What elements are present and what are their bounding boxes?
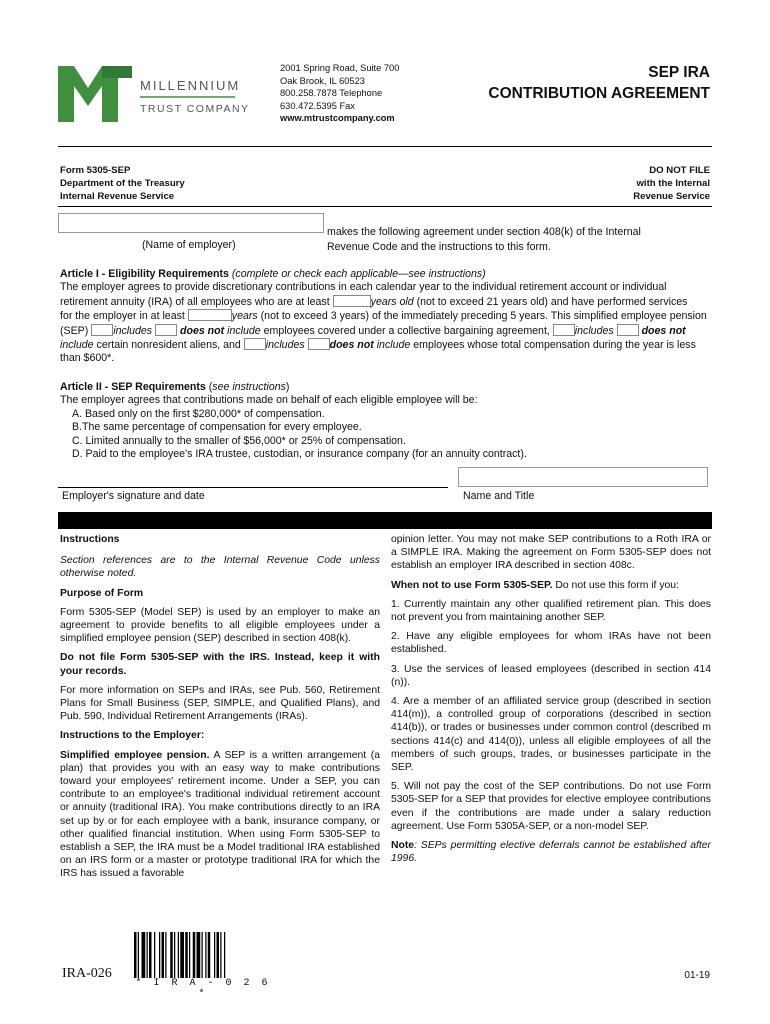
article-1-text: certain nonresident aliens, and xyxy=(96,339,241,352)
do-not-file-line: Revenue Service xyxy=(633,191,710,202)
instructions-heading: Instructions xyxy=(60,534,120,545)
article-1-text: The employer agrees to provide discretionary contributions in each calendar year to the individual retirement account or individual xyxy=(60,281,667,294)
form-identifier xyxy=(60,164,185,203)
instructions-right-column xyxy=(391,533,711,871)
instructions-note: Section references are to the Internal Revenue Code unless otherwise noted. xyxy=(60,555,380,580)
employer-name-label: (Name of employer) xyxy=(142,239,236,251)
article-1-text: retirement annuity (IRA) of all employees who are at least xyxy=(60,295,330,308)
condition-item: 1. Currently maintain any other qualified retirement plan. This does not prevent you from maintaining another SEP. xyxy=(391,598,711,624)
agreement-line: Revenue Code and the instructions to this form. xyxy=(327,240,551,253)
article-2-item: D. Paid to the employee's IRA trustee, custodian, or insurance company (for an annuity contract). xyxy=(72,448,527,461)
article-2-note: see instructions xyxy=(212,381,286,393)
department: Department of the Treasury xyxy=(60,178,185,189)
union-includes-checkbox[interactable] xyxy=(91,324,113,336)
fax: 630.472.5395 Fax xyxy=(280,100,355,111)
article-2-item: B.The same percentage of compensation for every employee. xyxy=(72,421,362,434)
age-label: years old xyxy=(370,295,414,308)
condition-item: 5. Will not pay the cost of the SEP contributions. Do not use Form 5305-SEP for a SEP that provides for elective employee contributions even if the contributions are made under a salary reduction agreement. Use Form 5305A-SEP, or a non-model SEP. xyxy=(391,781,711,832)
includes-label: includes xyxy=(574,324,614,337)
title-line1: SEP IRA xyxy=(648,64,710,81)
employer-instructions-heading: Instructions to the Employer: xyxy=(60,730,205,742)
article-1-text: than $600*. xyxy=(60,352,115,365)
article-2-item: A. Based only on the first $280,000* of compensation. xyxy=(72,407,325,420)
min-age-field[interactable] xyxy=(333,295,371,307)
does-not-label: does not xyxy=(329,339,374,352)
signature-label: Employer's signature and date xyxy=(62,490,205,502)
include-label: include xyxy=(376,339,411,352)
condition-item: 4. Are a member of an affiliated service group (described in section 414(m)), a controlled group of corporations (described in section 414(b)), or trades or businesses under common control (described m sections 414(c) and 414(0)), unless all eligible employees of all the members of such groups, trades, or businesses participate in the SEP. xyxy=(391,696,711,774)
logo-name-line2: TRUST COMPANY xyxy=(140,103,250,115)
website-link[interactable]: www.mtrustcompany.com xyxy=(280,113,395,124)
instructions-left-column xyxy=(60,533,380,887)
article-2-intro: The employer agrees that contributions made on behalf of each eligible employee will be: xyxy=(60,394,478,407)
title-line2: CONTRIBUTION AGREEMENT xyxy=(488,85,710,102)
note-label: Note xyxy=(391,840,415,852)
paren: ) xyxy=(285,381,290,393)
include-label: include xyxy=(60,339,94,352)
do-not-file-notice xyxy=(633,164,710,203)
article-2-item: C. Limited annually to the smaller of $56,000* or 25% of compensation. xyxy=(72,434,406,447)
condition-item: 3. Use the services of leased employees (described in section 414 (n)). xyxy=(391,663,711,688)
agreement-line: makes the following agreement under section 408(k) of the Internal xyxy=(327,226,641,238)
aliens-does-not-include-checkbox[interactable] xyxy=(617,324,639,336)
revision-date: 01-19 xyxy=(684,970,710,981)
name-title-label: Name and Title xyxy=(463,490,535,502)
more-info-text: For more information on SEPs and IRAs, see Pub. 560, Retirement Plans for Small Business (SEP, SIMPLE, and Qualified Plans), and Pub. 590, Individual Retirement Arrangements (IRAs). xyxy=(60,684,380,723)
paren: ( xyxy=(208,381,213,393)
simplified-text: A SEP is a written arrangement (a plan) that provides you with an easy way to make contributions toward your employees' retirement income. Under a SEP, you can contribute to an employee's traditional individual retirement account or annuity (traditional IRA). You make contributions directly to an IRA set up by or for each employee with a bank, insurance company, or other qualified financial institution. When using Form 5305-SEP to establish a SEP, the IRA must be a Model traditional IRA established on an IRS form or a master or prototype traditional IRA for which the IRS has issued a favorable xyxy=(60,749,380,880)
union-does-not-include-checkbox[interactable] xyxy=(155,324,177,336)
years-service-field[interactable] xyxy=(188,309,232,321)
document-title xyxy=(488,62,710,104)
article-1-text: for the employer in at least xyxy=(60,310,185,323)
article-2-heading: Article II - SEP Requirements xyxy=(60,381,206,393)
telephone: 800.258.7878 Telephone xyxy=(280,88,383,99)
article-1-text: employees whose total compensation during the year is less xyxy=(413,339,696,352)
logo-name-line1: MILLENNIUM xyxy=(140,78,241,93)
section-divider xyxy=(58,206,712,207)
condition-item: 2. Have any eligible employees for whom IRAs have not been established. xyxy=(391,631,711,656)
comp-does-not-include-checkbox[interactable] xyxy=(308,338,330,350)
barcode-text: * I R A - 0 2 6 * xyxy=(135,978,271,1000)
continuation-text: opinion letter. You may not make SEP contributions to a Roth IRA or a SIMPLE IRA. Making the agreement on Form 5305-SEP does not establish an employer IRA described in section 408c. xyxy=(391,534,711,572)
address-line: 2001 Spring Road, Suite 700 xyxy=(280,63,400,73)
years-label: years xyxy=(231,310,258,323)
includes-label: includes xyxy=(265,339,305,352)
does-not-label: does not xyxy=(180,324,225,337)
includes-label: includes xyxy=(113,324,153,337)
when-not-heading: When not to use Form 5305-SEP. xyxy=(391,579,553,591)
article-1-text: (SEP) xyxy=(60,324,89,337)
form-code: IRA-026 xyxy=(62,966,112,981)
include-label: include xyxy=(227,324,261,337)
article-1-text: (not to exceed 3 years) of the immediately preceding 5 years. This simplified employee pension xyxy=(260,310,707,323)
do-not-file-line: DO NOT FILE xyxy=(649,165,710,176)
agency: Internal Revenue Service xyxy=(60,191,175,202)
article-1-text: (not to exceed 21 years old) and have performed services xyxy=(416,295,688,308)
section-bar xyxy=(58,512,712,529)
article-1 xyxy=(60,268,711,366)
address-line: Oak Brook, IL 60523 xyxy=(280,75,365,86)
header-divider xyxy=(58,146,712,147)
when-not-text: Do not use this form if you: xyxy=(555,579,679,591)
employer-name-field[interactable] xyxy=(58,213,324,233)
aliens-includes-checkbox[interactable] xyxy=(553,324,575,336)
comp-includes-checkbox[interactable] xyxy=(244,338,266,350)
barcode-image xyxy=(134,932,272,980)
employer-agreement-text xyxy=(327,225,641,254)
does-not-label: does not xyxy=(641,324,686,337)
do-not-file-text: Do not file Form 5305-SEP with the IRS. Instead, keep it with your records. xyxy=(60,652,380,677)
article-1-heading: Article I - Eligibility Requirements xyxy=(60,268,229,280)
form-number: Form 5305-SEP xyxy=(60,165,131,176)
article-1-note: (complete or check each applicable—see instructions) xyxy=(231,268,486,280)
do-not-file-line: with the Internal xyxy=(636,178,710,189)
signature-line[interactable] xyxy=(58,487,448,488)
company-address xyxy=(280,62,399,125)
note-text: : SEPs permitting elective deferrals cannot be established after 1996. xyxy=(391,840,711,865)
name-title-field[interactable] xyxy=(458,467,708,487)
millennium-logo xyxy=(58,64,250,124)
purpose-text: Form 5305-SEP (Model SEP) is used by an employer to make an agreement to provide benefits to all eligible employees under a simplified employee pension (SEP) described in section 408(k). xyxy=(60,606,380,645)
article-2 xyxy=(60,381,711,461)
simplified-heading: Simplified employee pension. xyxy=(60,749,210,761)
purpose-heading: Purpose of Form xyxy=(60,587,144,599)
article-1-text: employees covered under a collective bargaining agreement, xyxy=(263,324,550,337)
